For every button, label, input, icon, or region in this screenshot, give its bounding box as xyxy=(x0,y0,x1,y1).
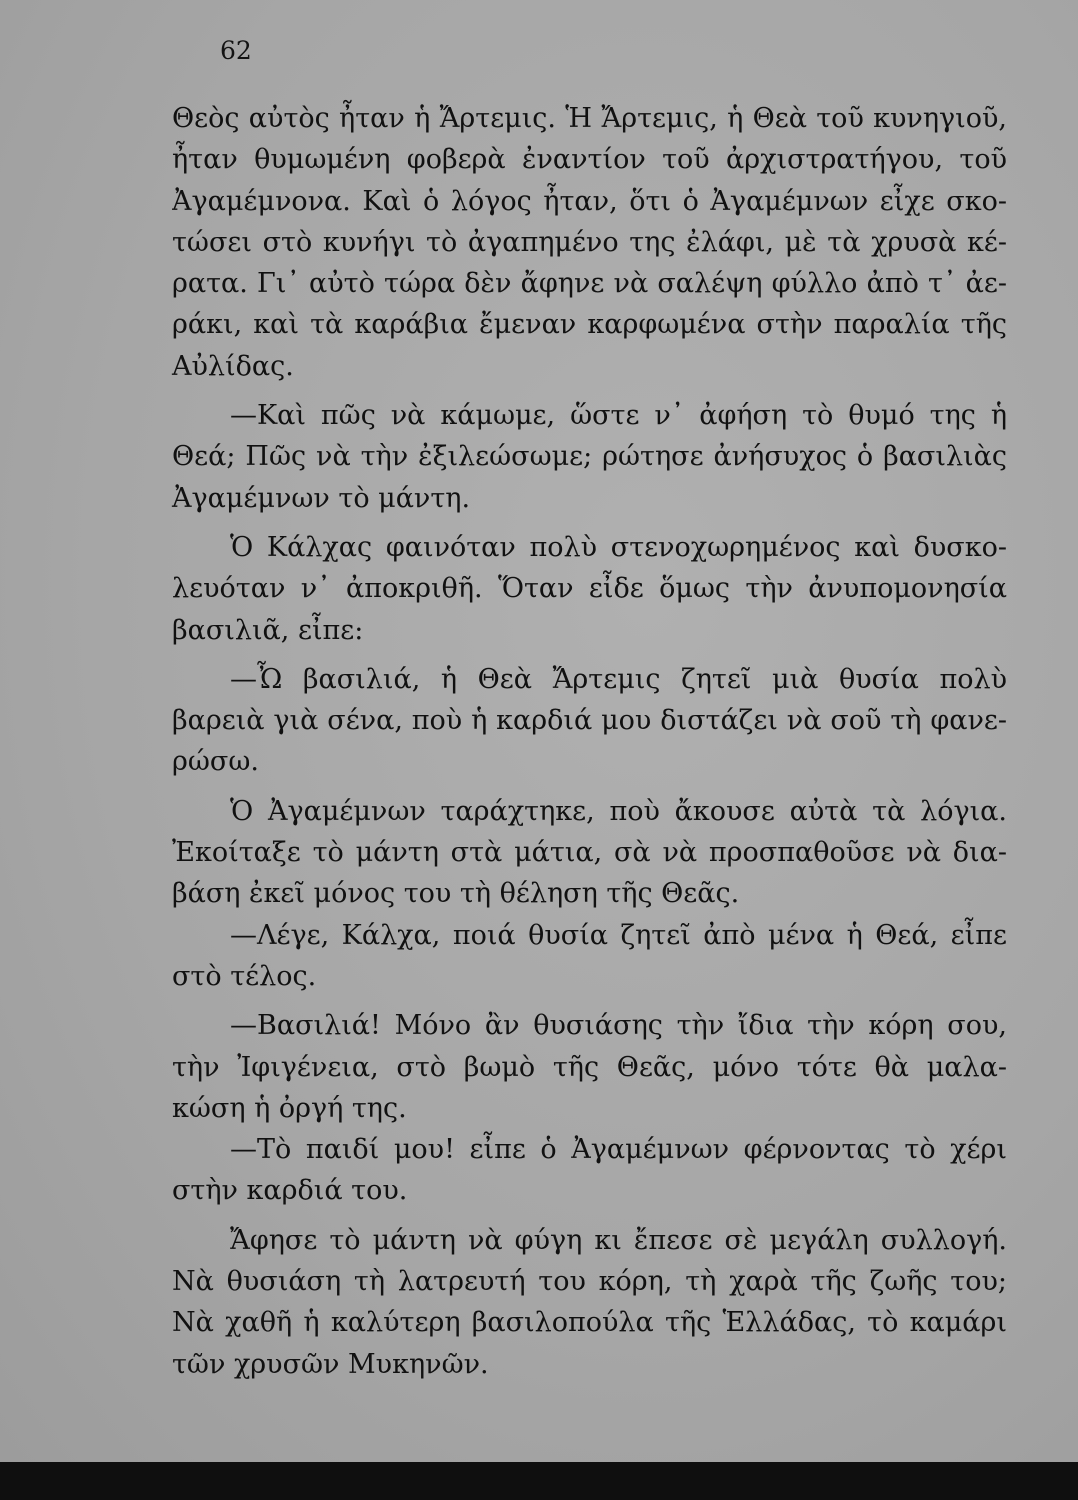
text-line: Νὰ χαθῆ ἡ καλύτερη βασιλοπούλα τῆς Ἑλλάδας, τὸ καμάρι xyxy=(172,1307,1007,1339)
scan-bottom-edge xyxy=(0,1462,1078,1500)
text-line: Νὰ θυσιάση τὴ λατρευτή του κόρη, τὴ χαρὰ τῆς ζωῆς του; xyxy=(172,1266,1007,1298)
text-line: Ὁ Ἀγαμέμνων ταράχτηκε, ποὺ ἄκουσε αὐτὰ τὰ λόγια. xyxy=(230,795,1007,827)
text-line: Ἄφησε τὸ μάντη νὰ φύγη κι ἔπεσε σὲ μεγάλη συλλογή. xyxy=(230,1224,1007,1256)
text-line: τὴν Ἰφιγένεια, στὸ βωμὸ τῆς Θεᾶς, μόνο τότε θὰ μαλα- xyxy=(172,1051,1007,1083)
text-line: —Βασιλιά! Μόνο ἂν θυσιάσης τὴν ἴδια τὴν κόρη σου, xyxy=(230,1010,1007,1042)
text-line: στὴν καρδιά του. xyxy=(172,1175,408,1207)
text-line: ρώσω. xyxy=(172,746,259,778)
body-text xyxy=(172,98,1007,1385)
text-line: Ἀγαμέμνονα. Καὶ ὁ λόγος ἦταν, ὅτι ὁ Ἀγαμέμνων εἶχε σκο- xyxy=(172,185,1007,217)
text-line: βαρειὰ γιὰ σένα, ποὺ ἡ καρδιά μου διστάζει νὰ σοῦ τὴ φανε- xyxy=(172,705,1007,737)
text-line: Αὐλίδας. xyxy=(172,350,294,382)
text-line: Θεά; Πῶς νὰ τὴν ἐξιλεώσωμε; ρώτησε ἀνήσυχος ὁ βασιλιὰς xyxy=(172,441,1007,473)
text-line: Ἀγαμέμνων τὸ μάντη. xyxy=(172,482,471,514)
text-line: τώσει στὸ κυνήγι τὸ ἀγαπημένο της ἐλάφι, μὲ τὰ χρυσὰ κέ- xyxy=(172,226,1007,258)
text-line: ρατα. Γι᾽ αὐτὸ τώρα δὲν ἄφηνε νὰ σαλέψη φύλλο ἀπὸ τ᾽ ἀε- xyxy=(172,268,1007,300)
text-line: στὸ τέλος. xyxy=(172,960,317,992)
text-line: —Ὦ βασιλιά, ἡ Θεὰ Ἄρτεμις ζητεῖ μιὰ θυσία πολὺ xyxy=(230,663,1007,695)
text-line: ράκι, καὶ τὰ καράβια ἔμεναν καρφωμένα στὴν παραλία τῆς xyxy=(172,309,1007,341)
text-line: —Καὶ πῶς νὰ κάμωμε, ὥστε ν᾽ ἀφήση τὸ θυμό της ἡ xyxy=(230,400,1007,432)
text-line: —Λέγε, Κάλχα, ποιά θυσία ζητεῖ ἀπὸ μένα ἡ Θεά, εἶπε xyxy=(230,919,1007,951)
text-line: ἦταν θυμωμένη φοβερὰ ἐναντίον τοῦ ἀρχιστρατήγου, τοῦ xyxy=(172,144,1007,176)
text-line: Θεὸς αὐτὸς ἦταν ἡ Ἄρτεμις. Ἡ Ἄρτεμις, ἡ Θεὰ τοῦ κυνηγιοῦ, xyxy=(172,103,1007,134)
text-line: Ἐκοίταξε τὸ μάντη στὰ μάτια, σὰ νὰ προσπαθοῦσε νὰ δια- xyxy=(172,837,1007,869)
text-line: βασιλιᾶ, εἶπε: xyxy=(172,614,364,646)
text-line: λευόταν ν᾽ ἀποκριθῆ. Ὅταν εἶδε ὅμως τὴν ἀνυπομονησία xyxy=(172,573,1007,605)
text-line: Ὁ Κάλχας φαινόταν πολὺ στενοχωρημένος καὶ δυσκο- xyxy=(230,531,1007,563)
text-line: —Τὸ παιδί μου! εἶπε ὁ Ἀγαμέμνων φέρνοντας τὸ χέρι xyxy=(230,1134,1007,1166)
text-line: κώση ἡ ὀργή της. xyxy=(172,1092,407,1124)
text-line: βάση ἐκεῖ μόνος του τὴ θέληση τῆς Θεᾶς. xyxy=(172,878,740,910)
text-line: τῶν χρυσῶν Μυκηνῶν. xyxy=(172,1348,489,1380)
page-number: 62 xyxy=(220,36,252,65)
